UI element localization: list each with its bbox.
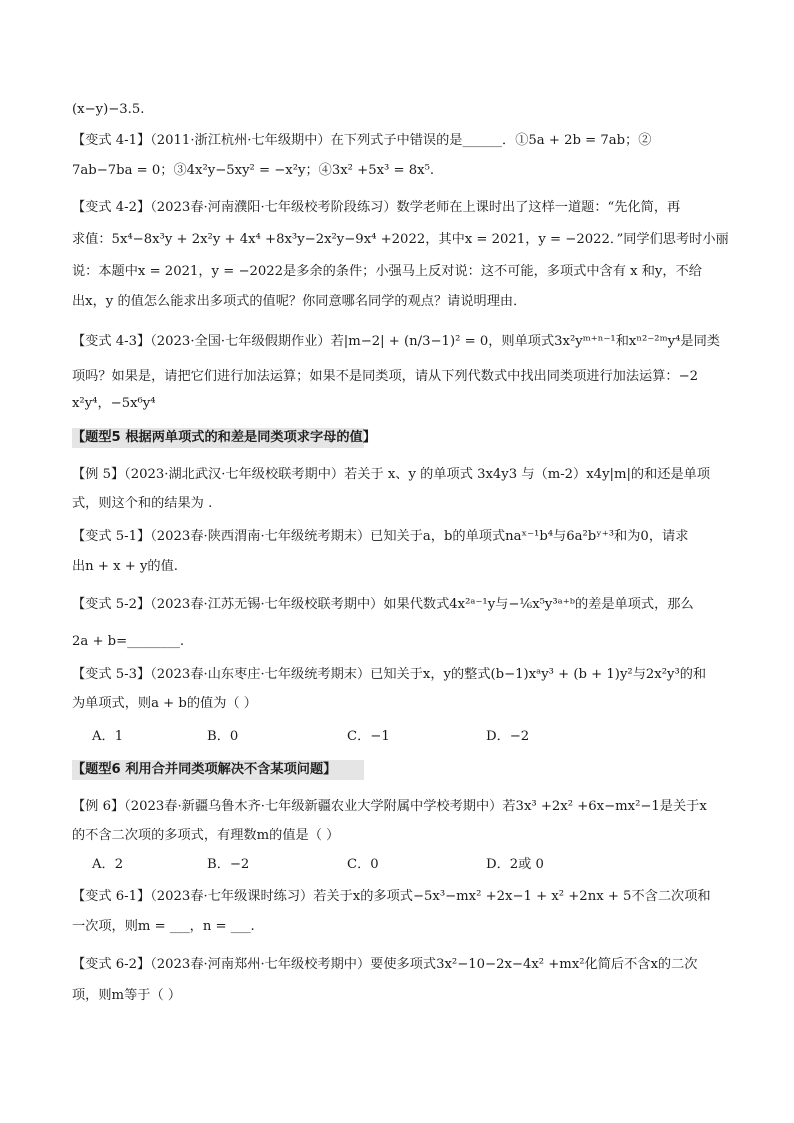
section-heading-type-6: 【题型6 利用合并同类项解决不含某项问题】 — [72, 760, 364, 780]
option-a: A．1 — [92, 729, 124, 744]
problem-variant-5-3: 【变式 5-3】（2023春·山东枣庄·七年级统考期末）已知关于x，y的整式(b−1)xᵃy³ + (b + 1)y²与2x²y³的和 — [72, 667, 707, 682]
text-line: 求值：5x⁴−8x³y + 2x²y + 4x⁴ +8x³y−2x²y−9x⁴ +2022，其中x = 2021，y = −2022．”同学们思考时小丽 — [72, 232, 729, 247]
problem-variant-5-1: 【变式 5-1】（2023春·陕西渭南·七年级统考期末）已知关于a，b的单项式naˣ⁻¹b⁴与6a²bʸ⁺³和为0，请求 — [72, 529, 689, 544]
problem-variant-6-1: 【变式 6-1】（2023春·七年级课时练习）若关于x的多项式−5x³−mx² +2x−1 + x² +2nx + 5不含二次项和 — [72, 889, 711, 904]
text-line: 为单项式，则a + b的值为（ ） — [72, 696, 257, 711]
problem-variant-4-2: 【变式 4-2】（2023春·河南濮阳·七年级校考阶段练习）数学老师在上课时出了这样一道题：“先化简，再 — [72, 200, 681, 215]
text-line: 7ab−7ba = 0；③4x²y−5xy² = −x²y；④3x² +5x³ = 8x⁵. — [72, 163, 435, 178]
option-c: C．−1 — [347, 729, 390, 744]
problem-example-6: 【例 6】（2023春·新疆乌鲁木齐·七年级新疆农业大学附属中学校考期中）若3x³ +2x² +6x−mx²−1是关于x — [72, 799, 707, 814]
option-b: B．0 — [207, 729, 239, 744]
text-line: 说：本题中x = 2021，y = −2022是多余的条件；小强马上反对说：这不可能，多项式中含有 x 和y，不给 — [72, 264, 702, 279]
option-d: D．2或 0 — [486, 857, 544, 872]
text-line: 式，则这个和的结果为 . — [72, 496, 213, 511]
problem-variant-6-2: 【变式 6-2】（2023春·河南郑州·七年级校考期中）要使多项式3x²−10−2x−4x² +mx²化简后不含x的二次 — [72, 957, 698, 972]
text-line: x²y⁴，−5x⁶y⁴ — [72, 396, 156, 411]
problem-variant-4-3: 【变式 4-3】（2023·全国·七年级假期作业）若|m−2| + (n/3−1)² = 0，则单项式3x²yᵐ⁺ⁿ⁻¹和xⁿ²⁻²ᵐy⁴是同类 — [72, 334, 720, 349]
text-line: 一次项，则m = ___，n = ___. — [72, 919, 255, 934]
option-a: A．2 — [92, 857, 124, 872]
problem-variant-5-2: 【变式 5-2】（2023春·江苏无锡·七年级校联考期中）如果代数式4x²ᵃ⁻¹y与−⅙x⁵y³ᵃ⁺ᵇ的差是单项式，那么 — [72, 597, 694, 612]
text-line: 出n + x + y的值. — [72, 559, 179, 574]
text-line: 项吗？如果是，请把它们进行加法运算；如果不是同类项，请从下列代数式中找出同类项进行加法运算：−2 — [72, 369, 699, 384]
option-c: C．0 — [347, 857, 379, 872]
text-line: 2a + b=________. — [72, 634, 185, 649]
text-line: (x−y)−3.5. — [72, 102, 145, 117]
section-heading-type-5: 【题型5 根据两单项式的和差是同类项求字母的值】 — [72, 428, 364, 448]
text-line: 项，则m等于（ ） — [72, 988, 182, 1003]
option-d: D．−2 — [486, 729, 530, 744]
problem-variant-4-1: 【变式 4-1】（2011·浙江杭州·七年级期中）在下列式子中错误的是______．①5a + 2b = 7ab；② — [72, 133, 652, 148]
text-line: 的不含二次项的多项式，有理数m的值是（ ） — [72, 828, 340, 843]
text-line: 出x，y 的值怎么能求出多项式的值呢？你同意哪名同学的观点？请说明理由． — [72, 294, 527, 309]
problem-example-5: 【例 5】（2023·湖北武汉·七年级校联考期中）若关于 x、y 的单项式 3x4y3 与（m-2）x4y|m|的和还是单项 — [72, 467, 711, 482]
option-b: B．−2 — [207, 857, 250, 872]
